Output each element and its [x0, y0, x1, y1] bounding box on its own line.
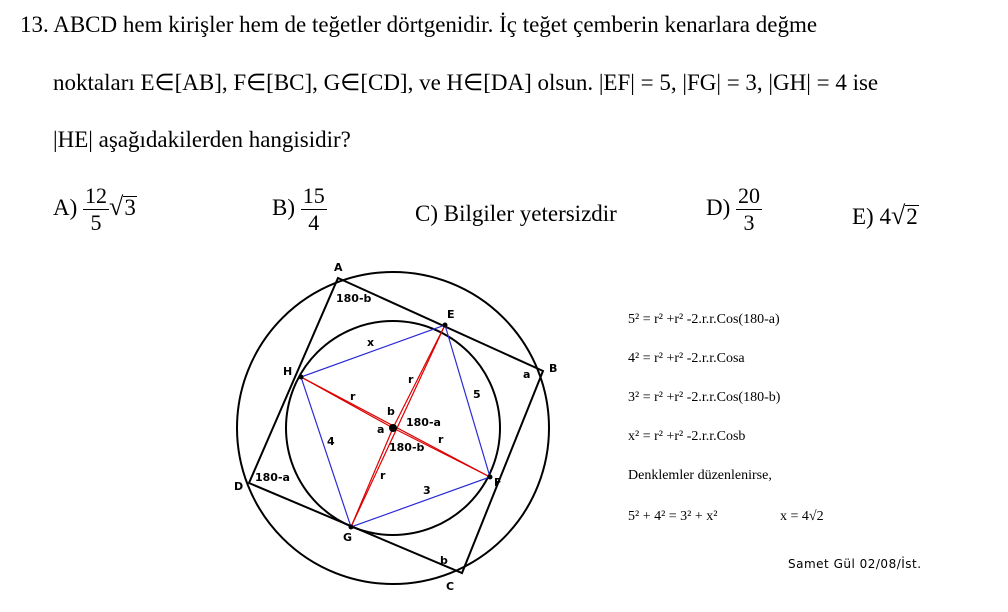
author-credit: Samet Gül 02/08/İst. [788, 557, 922, 571]
label-d: D [234, 480, 244, 493]
angle-b-label: a [523, 368, 531, 381]
angle-d-label: 180-a [255, 471, 290, 484]
option-d-label: D) [706, 194, 731, 220]
option-a-label: A) [53, 194, 78, 220]
label-a: A [334, 261, 343, 274]
question-text-1: ABCD hem kirişler hem de teğetler dörtgenidir. İç teğet çemberin kenarlara değme [53, 12, 818, 37]
label-b: B [549, 362, 558, 375]
option-b-denominator: 4 [308, 210, 320, 235]
equations-note: Denklemler düzenlenirse, [628, 468, 772, 483]
option-b-label: B) [272, 194, 295, 220]
label-c: C [446, 580, 455, 593]
option-a-radicand: 3 [124, 194, 136, 220]
center-angle-b: b [387, 405, 395, 418]
option-e-label: E) [852, 204, 874, 229]
question-line-2: noktaları E∈[AB], F∈[BC], G∈[CD], ve H∈[DA] olsun. |EF| = 5, |FG| = 3, |GH| = 4 ise [53, 70, 879, 95]
center-angle-180a: 180-a [406, 416, 441, 429]
radius-label-f: r [438, 433, 444, 446]
option-c[interactable]: C) Bilgiler yetersizdir [415, 201, 617, 226]
sqrt-icon: √ [890, 201, 906, 230]
center-angle-180b: 180-b [389, 441, 425, 454]
question-number: 13. [20, 12, 49, 37]
label-g: G [343, 531, 353, 544]
result-equation: x = 4√2 [780, 509, 824, 524]
angle-c-label: b [440, 554, 448, 567]
label-f: F [494, 476, 502, 489]
point-f [488, 475, 493, 480]
option-d-denominator: 3 [743, 210, 755, 235]
center-angle-a: a [377, 423, 385, 436]
option-b-numerator: 15 [302, 183, 325, 208]
option-e-coefficient: 4 [879, 204, 891, 229]
point-g [349, 525, 354, 530]
side-he-label: x [367, 336, 375, 349]
sqrt-icon: √ [109, 191, 124, 221]
side-gh-label: 4 [327, 435, 335, 448]
option-d-numerator: 20 [738, 183, 761, 208]
equation-4: x² = r² +r² -2.r.r.Cosb [628, 429, 746, 444]
equation-3: 3² = r² +r² -2.r.r.Cos(180-b) [628, 390, 781, 405]
side-ef-label: 5 [473, 388, 481, 401]
final-equation: 5² + 4² = 3² + x² [628, 509, 718, 524]
label-e: E [447, 308, 455, 321]
question-line-3: |HE| aşağıdakilerden hangisidir? [53, 127, 351, 152]
equation-1: 5² = r² +r² -2.r.r.Cos(180-a) [628, 312, 780, 327]
point-e [443, 323, 448, 328]
radius-label-g: r [380, 469, 386, 482]
option-a-numerator: 12 [85, 183, 108, 208]
radius-label-e: r [408, 373, 414, 386]
equation-2: 4² = r² +r² -2.r.r.Cosa [628, 351, 745, 366]
point-h [299, 375, 304, 380]
label-h: H [283, 365, 293, 378]
option-a-denominator: 5 [90, 210, 102, 235]
side-fg-label: 3 [423, 484, 431, 497]
angle-a-label: 180-b [336, 292, 372, 305]
radius-label-h: r [350, 390, 356, 403]
center-point [389, 424, 397, 432]
option-e-radicand: 2 [906, 204, 918, 229]
